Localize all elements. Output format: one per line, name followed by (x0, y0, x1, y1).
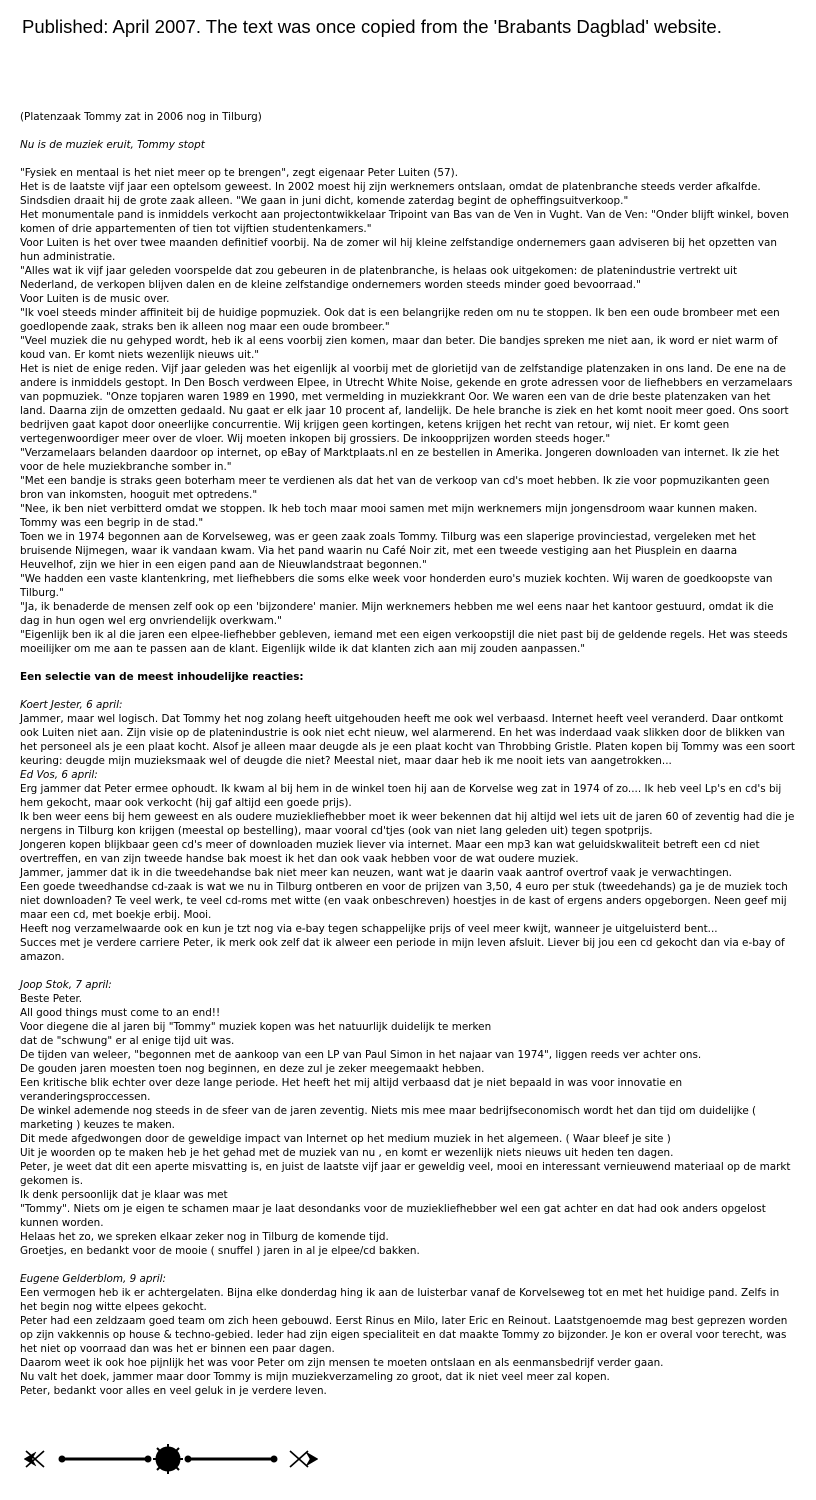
reaction-text: Uit je woorden op te maken heb je het gehad met de muziek van nu , en komt er wezenlijk niets nieuws uit heden ten dagen. (20, 1147, 674, 1159)
reaction-text: Dit mede afgedwongen door de geweldige impact van Internet op het medium muziek in het algemeen. ( Waar bleef je site ) (20, 1133, 671, 1145)
article-paragraph: Het monumentale pand is inmiddels verkocht aan projectontwikkelaar Tripoint van Bas van de Ven in Vught. Van de Ven: "Onder blijft winkel, boven komen of drie appartementen of tien tot vijftien studentenkamers." (20, 209, 789, 235)
reaction-text: De tijden van weleer, "begonnen met de aankoop van een LP van Paul Simon in het najaar van 1974", liggen reeds ver achter ons. (20, 1049, 702, 1061)
reactions-list (20, 698, 796, 1398)
reaction-text: Daarom weet ik ook hoe pijnlijk het was voor Peter om zijn mensen te moeten ontslaan en als eenmansbedrijf verder gaan. (20, 1357, 664, 1369)
article-paragraph: "Veel muziek die nu gehyped wordt, heb ik al eens voorbij zien komen, maar dan beter. Die bandjes spreken me niet aan, ik word er niet warm of koud van. Er komt niets wezenlijk nieuws uit." (20, 335, 778, 361)
reaction-text: Voor diegene die al jaren bij "Tommy" muziek kopen was het natuurlijk duidelijk te merken (20, 1021, 492, 1033)
reaction-text: Helaas het zo, we spreken elkaar zeker nog in Tilburg de komende tijd. (20, 1231, 389, 1243)
article-paragraph: "Alles wat ik vijf jaar geleden voorspelde dat zou gebeuren in de platenbranche, is helaas ook uitgekomen: de platenindustrie vertrekt uit Nederland, de verkopen blijven dalen en de kleine zelfstandige ondernemers worden steeds minder goed bevoorraad." (20, 265, 738, 291)
reaction-text: Erg jammer dat Peter ermee ophoudt. Ik kwam al bij hem in de winkel toen hij aan de Korvelse weg zat in 1974 of zo.... Ik heb veel Lp's en cd's bij hem gekocht, maar ook verkocht (hij gaf altijd een goede prijs). (20, 783, 782, 809)
reaction-text: Heeft nog verzamelwaarde ook en kun je tzt nog via e-bay tegen schappelijke prijs of veel meer kwijt, wanneer je uitgeluisterd bent... (20, 923, 718, 935)
reaction-text: Nu valt het doek, jammer maar door Tommy is mijn muziekverzameling zo groot, dat ik niet veel meer zal kopen. (20, 1371, 610, 1383)
reaction-text: Ik ben weer eens bij hem geweest en als oudere muziekliefhebber moet ik weer bekennen dat hij altijd wel iets uit de jaren 60 of zeventig had die je nergens in Tilburg kon krijgen (meestal op bestelling), maar vooral cd'tjes (ook van niet lang geleden uit) tegen spotprijs. (20, 811, 795, 837)
reaction-text: "Tommy". Niets om je eigen te schamen maar je laat desondanks voor de muziekliefhebber wel een gat achter en dat had ook anders opgelost kunnen worden. (20, 1203, 766, 1229)
article-paragraph: Het is niet de enige reden. Vijf jaar geleden was het eigenlijk al voorbij met de glorietijd van de zelfstandige platenzaken in ons land. De ene na de andere is inmiddels gestopt. In Den Bosch verdween Elpee, in Utrecht White Noise, gekende en grote adressen voor de liefhebbers en verzamelaars van popmuziek. "Onze topjaren waren 1989 en 1990, met vermelding in muziekkrant Oor. We waren een van de drie beste platenzaken van het land. Daarna zijn de omzetten gedaald. Nu gaat er elk jaar 10 procent af, landelijk. De hele branche is ziek en het komt nooit meer goed. Ons soort bedrijven gaat kapot door oneerlijke concurrentie. Wij krijgen geen kortingen, ketens krijgen het recht van retour, wij niet. Er komt geen vertegenwoordiger meer over de vloer. Wij moeten inkopen bij grossiers. De inkoopprijzen worden steeds hoger." (20, 363, 793, 445)
reaction-text: Ik denk persoonlijk dat je klaar was met (20, 1189, 228, 1201)
reaction-text: Peter, bedankt voor alles en veel geluk in je verdere leven. (20, 1385, 327, 1397)
decorative-divider-icon (22, 1441, 322, 1477)
reaction-author: Koert Jester, 6 april: (20, 699, 123, 711)
article-paragraph: "Met een bandje is straks geen boterham meer te verdienen als dat het van de verkoop van cd's moet hebben. Ik zie voor popmuzikanten geen bron van inkomsten, hooguit met optredens." (20, 475, 770, 501)
article-body (20, 166, 796, 656)
photo-caption: (Platenzaak Tommy zat in 2006 nog in Tilburg) (20, 111, 262, 123)
reaction-text: Jammer, jammer dat ik in die tweedehandse bak niet meer kan neuzen, want wat je daarin vaak aantrof overtrof vaak je verwachtingen. (20, 867, 732, 879)
reaction-author: Eugene Gelderblom, 9 april: (20, 1273, 167, 1285)
reaction-text: De gouden jaren moesten toen nog beginnen, en deze zul je zeker meegemaakt hebben. (20, 1063, 485, 1075)
article-paragraph: Voor Luiten is het over twee maanden definitief voorbij. Na de zomer wil hij kleine zelfstandige ondernemers gaan adviseren bij het opzetten van hun administratie. (20, 237, 778, 263)
reaction-text: Een kritische blik echter over deze lange periode. Het heeft het mij altijd verbaasd dat je niet bepaald in was voor innovatie en veranderingsproccessen. (20, 1077, 683, 1103)
article-paragraph: Voor Luiten is de music over. (20, 293, 170, 305)
reaction-text: De winkel ademende nog steeds in de sfeer van de jaren zeventig. Niets mis mee maar bedrijfseconomisch wordt het dan tijd om duidelijke ( marketing ) keuzes te maken. (20, 1105, 757, 1131)
article-headline: Nu is de muziek eruit, Tommy stopt (20, 139, 205, 151)
reaction-text: Peter had een zeldzaam goed team om zich heen gebouwd. Eerst Rinus en Milo, later Eric en Reinout. Laatstgenoemde mag best geprezen worden op zijn vakkennis op house & techno-gebied. Ieder had zijn eigen specialiteit en dat maakte Tommy zo bijzonder. Je kon er overal voor terecht, was het niet op voorraad dan was het er binnen een paar dagen. (20, 1315, 788, 1355)
reaction-text: Een goede tweedhandse cd-zaak is wat we nu in Tilburg ontberen en voor de prijzen van 3,50, 4 euro per stuk (tweedehands) ga je de muziek toch niet downloaden? Te veel werk, te veel cd-roms met witte (en vaak onbeschreven) hoestjes in de kast of ergens anders opgeborgen. Neen geef mij maar een cd, met boekje erbij. Mooi. (20, 881, 788, 921)
article-paragraph: Het is de laatste vijf jaar een optelsom geweest. In 2002 moest hij zijn werknemers ontslaan, omdat de platenbranche steeds verder afkalfde. Sindsdien draait hij de grote zaak alleen. "We gaan in juni dicht, komende zaterdag begint de opheffingsuitverkoop." (20, 181, 761, 207)
reaction-text: Jongeren kopen blijkbaar geen cd's meer of downloaden muziek liever via internet. Maar een mp3 kan wat geluidskwaliteit betreft een cd niet overtreffen, en van zijn tweede handse bak moest ik het dan ook vaak hebben voor de wat oudere muziek. (20, 839, 760, 865)
reaction-author: Joop Stok, 7 april: (20, 979, 112, 991)
article-paragraph: "Ik voel steeds minder affiniteit bij de huidige popmuziek. Ook dat is een belangrijke reden om nu te stoppen. Ik ben een oude brombeer met een goedlopende zaak, straks ben ik alleen nog maar een oude brombeer." (20, 307, 780, 333)
reaction-text: Jammer, maar wel logisch. Dat Tommy het nog zolang heeft uitgehouden heeft me ook wel verbaasd. Internet heeft veel veranderd. Daar ontkomt ook Luiten niet aan. Zijn visie op de platenindustrie is ook niet echt nieuw, wel alarmerend. En het was inderdaad vaak slikken door de blikken van het personeel als je een plaat kocht. Alsof je alleen maar deugde als je een plaat kocht van Throbbing Gristle. Platen kopen bij Tommy was een soort keuring: deugde mijn muzieksmaak wel of deugde die niet? Meestal niet, maar daar heb ik me nooit iets van aangetrokken... (20, 713, 795, 767)
article-paragraph: "We hadden een vaste klantenkring, met liefhebbers die soms elke week voor honderden euro's muziek kochten. Wij waren de goedkoopste van Tilburg." (20, 573, 773, 599)
reaction (20, 698, 796, 768)
reaction-text: Een vermogen heb ik er achtergelaten. Bijna elke donderdag hing ik aan de luisterbar vanaf de Korvelseweg tot en met het huidige pand. Zelfs in het begin nog witte elpees gekocht. (20, 1287, 780, 1313)
reaction-text: Groetjes, en bedankt voor de mooie ( snuffel ) jaren in al je elpee/cd bakken. (20, 1245, 420, 1257)
article-paragraph: Toen we in 1974 begonnen aan de Korvelseweg, was er geen zaak zoals Tommy. Tilburg was een slaperige provinciestad, vergeleken met het bruisende Nijmegen, waar ik vandaan kwam. Via het pand waarin nu Café Noir zit, met een tweede vestiging aan het Piusplein en daarna Heuvelhof, zijn we hier in een eigen pand aan de Nieuwlandstraat begonnen." (20, 531, 756, 571)
reaction-text: dat de "schwung" er al enige tijd uit was. (20, 1035, 235, 1047)
reaction-text: Beste Peter. (20, 993, 83, 1005)
reaction-text: Succes met je verdere carriere Peter, ik merk ook zelf dat ik alweer een periode in mijn leven afsluit. Liever bij jou een cd gekocht dan via e-bay of amazon. (20, 937, 785, 963)
reaction (20, 978, 796, 1258)
article-paragraph: "Fysiek en mentaal is het niet meer op te brengen", zegt eigenaar Peter Luiten (57). (20, 167, 459, 179)
reactions-heading: Een selectie van de meest inhoudelijke reacties: (20, 671, 304, 683)
article-paragraph: "Eigenlijk ben ik al die jaren een elpee-liefhebber gebleven, iemand met een eigen verkoopstijl die niet past bij de geldende regels. Het was steeds moeilijker om me aan te passen aan de klant. Eigenlijk wilde ik dat klanten zich aan mij zouden aanpassen." (20, 629, 788, 655)
reaction-author: Ed Vos, 6 april: (20, 769, 98, 781)
article (20, 110, 796, 1398)
reaction-text: Peter, je weet dat dit een aperte misvatting is, en juist de laatste vijf jaar er geweldig veel, mooi en interessant vernieuwend materiaal op de markt gekomen is. (20, 1161, 791, 1187)
article-paragraph: "Verzamelaars belanden daardoor op internet, op eBay of Marktplaats.nl en ze bestellen in Amerika. Jongeren downloaden van internet. Ik zie het voor de hele muziekbranche somber in." (20, 447, 780, 473)
reaction (20, 1272, 796, 1398)
reaction (20, 768, 796, 964)
article-paragraph: "Nee, ik ben niet verbitterd omdat we stoppen. Ik heb toch maar mooi samen met mijn werknemers mijn jongensdroom waar kunnen maken. Tommy was een begrip in de stad." (20, 503, 758, 529)
article-paragraph: "Ja, ik benaderde de mensen zelf ook op een 'bijzondere' manier. Mijn werknemers hebben me wel eens naar het kantoor gestuurd, omdat ik die dag in hun ogen wel erg onvriendelijk overkwam." (20, 601, 774, 627)
publication-note: Published: April 2007. The text was once copied from the 'Brabants Dagblad' website. (22, 16, 722, 37)
reaction-text: All good things must come to an end!! (20, 1007, 221, 1019)
